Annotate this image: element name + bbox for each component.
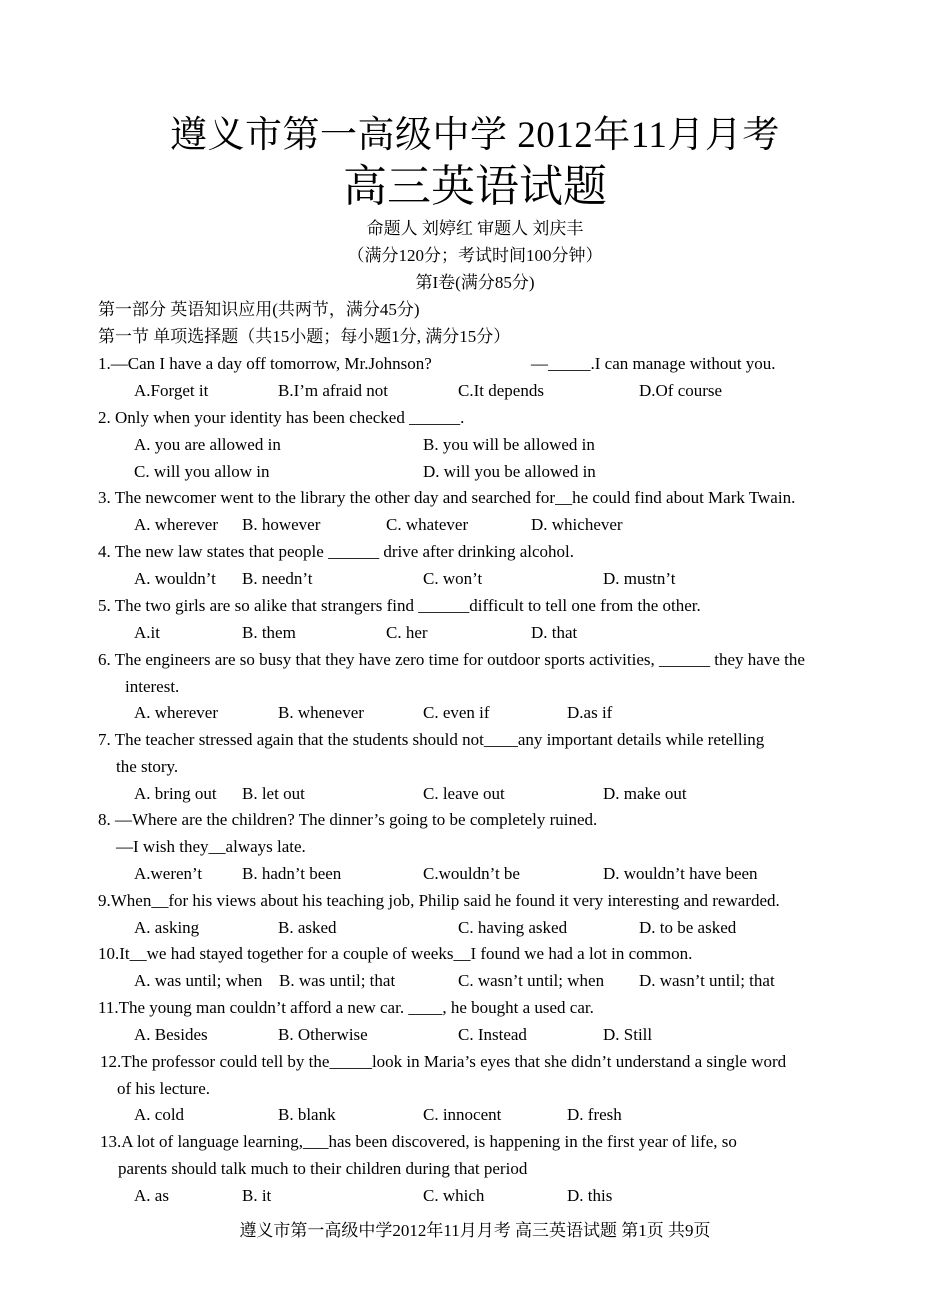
question-6-option-c: C. even if: [423, 703, 490, 722]
question-11-stem: 11.The young man couldn’t afford a new car. ____, he bought a used car.: [98, 998, 594, 1017]
question-11-option-b: B. Otherwise: [278, 1025, 368, 1044]
question-4-option-b: B. needn’t: [242, 569, 313, 588]
question-13-stem: 13.A lot of language learning,___has been discovered, is happening in the first year of life, so: [100, 1132, 737, 1151]
question-9-option-b: B. asked: [278, 918, 337, 937]
question-3-option-c: C. whatever: [386, 515, 469, 534]
question-1-option-b: B.I’m afraid not: [278, 381, 388, 400]
question-4-option-a: A. wouldn’t: [134, 569, 216, 588]
page-footer: 遵义市第一高级中学2012年11月月考 高三英语试题 第1页 共9页: [239, 1221, 711, 1240]
exam-info: （满分120分；考试时间100分钟）: [347, 246, 603, 265]
question-3-option-d: D. whichever: [531, 515, 623, 534]
question-5-option-d: D. that: [531, 623, 578, 642]
question-8-option-d: D. wouldn’t have been: [603, 864, 758, 883]
question-1-stem: 1.—Can I have a day off tomorrow, Mr.Johnson?: [98, 354, 432, 373]
question-10-option-a: A. was until; when: [134, 971, 263, 990]
question-9-option-d: D. to be asked: [639, 918, 737, 937]
question-12-stem-continued: of his lecture.: [117, 1079, 210, 1098]
subsection-heading: 第一节 单项选择题（共15小题；每小题1分, 满分15分）: [98, 327, 511, 346]
question-7-option-a: A. bring out: [134, 784, 217, 803]
question-8-option-c: C.wouldn’t be: [423, 864, 520, 883]
volume-heading: 第I卷(满分85分): [415, 273, 535, 292]
question-4-option-d: D. mustn’t: [603, 569, 676, 588]
question-4-option-c: C. won’t: [423, 569, 483, 588]
question-8-option-b: B. hadn’t been: [242, 864, 342, 883]
question-13-option-c: C. which: [423, 1186, 485, 1205]
question-3-option-a: A. wherever: [134, 515, 219, 534]
question-3-option-b: B. however: [242, 515, 321, 534]
question-10-option-c: C. wasn’t until; when: [458, 971, 605, 990]
question-5-option-a: A.it: [134, 623, 160, 642]
question-6-option-b: B. whenever: [278, 703, 364, 722]
question-11-option-c: C. Instead: [458, 1025, 527, 1044]
question-13-option-a: A. as: [134, 1186, 169, 1205]
question-1-option-c: C.It depends: [458, 381, 544, 400]
question-9-option-c: C. having asked: [458, 918, 568, 937]
question-7-option-c: C. leave out: [423, 784, 505, 803]
question-13-option-b: B. it: [242, 1186, 272, 1205]
question-2-option-c: C. will you allow in: [134, 462, 270, 481]
question-12-option-a: A. cold: [134, 1105, 185, 1124]
question-11-option-d: D. Still: [603, 1025, 653, 1044]
part-heading: 第一部分 英语知识应用(共两节，满分45分): [98, 300, 420, 319]
question-7-option-d: D. make out: [603, 784, 687, 803]
question-3-stem: 3. The newcomer went to the library the other day and searched for__he could find about Mark Twain.: [98, 488, 796, 507]
question-5-option-b: B. them: [242, 623, 296, 642]
question-10-stem: 10.It__we had stayed together for a couple of weeks__I found we had a lot in common.: [98, 944, 693, 963]
question-8-option-a: A.weren’t: [134, 864, 203, 883]
question-2-option-d: D. will you be allowed in: [423, 462, 596, 481]
question-7-option-b: B. let out: [242, 784, 305, 803]
question-13-stem-continued: parents should talk much to their children during that period: [118, 1159, 528, 1178]
question-12-option-d: D. fresh: [567, 1105, 622, 1124]
question-1-option-a: A.Forget it: [134, 381, 209, 400]
question-4-stem: 4. The new law states that people ______ drive after drinking alcohol.: [98, 542, 575, 561]
question-6-stem: 6. The engineers are so busy that they have zero time for outdoor sports activities, ______ they have the: [98, 650, 805, 669]
question-10-option-b: B. was until; that: [279, 971, 396, 990]
question-6-stem-continued: interest.: [125, 677, 180, 696]
question-9-stem: 9.When__for his views about his teaching job, Philip said he found it very interesting and rewarded.: [98, 891, 780, 910]
question-7-stem-continued: the story.: [116, 757, 179, 776]
question-1-option-d: D.Of course: [639, 381, 723, 400]
question-2-stem: 2. Only when your identity has been checked ______.: [98, 408, 465, 427]
question-2-option-b: B. you will be allowed in: [423, 435, 595, 454]
question-8-response: —I wish they__always late.: [116, 837, 306, 856]
question-7-stem: 7. The teacher stressed again that the students should not____any important details while retelling: [98, 730, 765, 749]
question-12-stem: 12.The professor could tell by the_____look in Maria’s eyes that she didn’t understand a single word: [100, 1052, 787, 1071]
question-2-option-a: A. you are allowed in: [134, 435, 281, 454]
question-11-option-a: A. Besides: [134, 1025, 208, 1044]
question-1-response: —_____.I can manage without you.: [531, 354, 776, 373]
question-6-option-a: A. wherever: [134, 703, 219, 722]
question-12-option-c: C. innocent: [423, 1105, 502, 1124]
question-8-stem: 8. —Where are the children? The dinner’s going to be completely ruined.: [98, 810, 598, 829]
question-12-option-b: B. blank: [278, 1105, 336, 1124]
question-10-option-d: D. wasn’t until; that: [639, 971, 775, 990]
question-13-option-d: D. this: [567, 1186, 613, 1205]
exam-title: 遵义市第一高级中学 2012年11月月考: [170, 115, 780, 156]
question-6-option-d: D.as if: [567, 703, 613, 722]
exam-authors: 命题人 刘婷红 审题人 刘庆丰: [366, 219, 584, 238]
exam-subject-title: 高三英语试题: [343, 162, 607, 211]
question-5-stem: 5. The two girls are so alike that strangers find ______difficult to tell one from the other.: [98, 596, 701, 615]
question-9-option-a: A. asking: [134, 918, 200, 937]
question-5-option-c: C. her: [386, 623, 428, 642]
